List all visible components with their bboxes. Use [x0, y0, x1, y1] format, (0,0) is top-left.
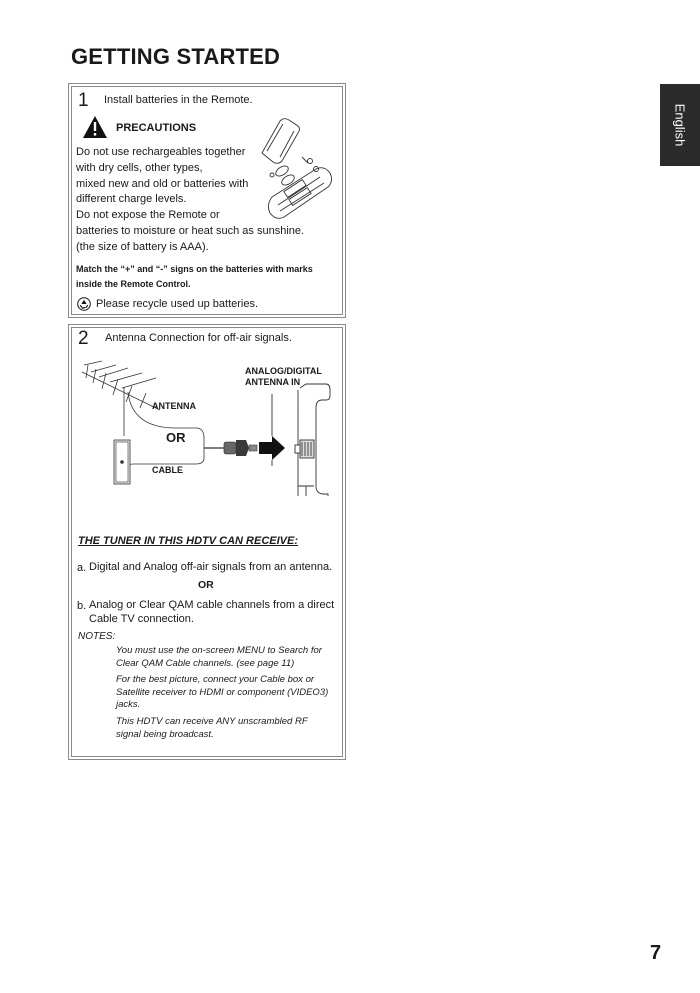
list-marker: b. [77, 600, 87, 612]
antenna-input-label-line: ANALOG/DIGITAL [245, 366, 322, 376]
antenna-input-label-line: ANTENNA IN [245, 377, 301, 387]
step-2-panel [71, 327, 343, 757]
language-tab-label: English [672, 103, 688, 147]
receive-option-a-text: Digital and Analog off-air signals from an antenna. [89, 561, 333, 573]
precaution-line: different charge levels. [76, 193, 187, 206]
cable-label: CABLE [152, 465, 183, 475]
polarity-note-line: inside the Remote Control. [76, 279, 191, 289]
precautions-title: PRECAUTIONS [116, 122, 197, 134]
tuner-heading: THE TUNER IN THIS HDTV CAN RECEIVE: [78, 535, 299, 547]
warning-icon [82, 115, 108, 139]
precaution-line: mixed new and old or batteries with [76, 177, 249, 190]
note-item: For the best picture, connect your Cable box or Satellite receiver to HDMI or component (VIDEO3) jacks. [116, 674, 329, 710]
step-2-number: 2 [78, 328, 89, 349]
page-title: GETTING STARTED [71, 44, 281, 69]
language-tab [660, 84, 700, 166]
arrow-shape [259, 436, 285, 460]
recycle-text: Please recycle used up batteries. [96, 298, 259, 310]
notes-label: NOTES: [78, 631, 116, 642]
note-item: This HDTV can receive ANY unscrambled RF signal being broadcast. [116, 716, 308, 740]
polarity-note-line: Match the “+” and “-” signs on the batteries with marks [76, 264, 313, 274]
receive-option-b-line: Cable TV connection. [89, 613, 194, 625]
diagram-or-label: OR [166, 430, 186, 445]
step-2-instruction: Antenna Connection for off-air signals. [105, 332, 292, 344]
antenna-boom [82, 372, 160, 410]
receive-option-b [77, 598, 342, 626]
precaution-line: (the size of battery is AAA). [76, 240, 209, 253]
precaution-line: Do not use rechargeables together [76, 146, 246, 158]
list-marker: a. [77, 562, 87, 574]
cable-wall-plate [114, 440, 130, 484]
precaution-line: batteries to moisture or heat such as sunshine. [76, 224, 305, 237]
step-1-panel [71, 86, 343, 315]
battery-polarity-note [76, 262, 313, 292]
precautions-text [76, 145, 304, 256]
note-item: You must use the on-screen MENU to Search for Clear QAM Cable channels. (see page 11) [116, 645, 322, 669]
tv-antenna-jack [272, 384, 330, 496]
recycle-icon [77, 297, 91, 311]
step-1-instruction: Install batteries in the Remote. [104, 94, 253, 106]
step-1-number: 1 [78, 90, 89, 111]
receive-option-b-line: Analog or Clear QAM cable channels from a direct [89, 599, 335, 611]
page-number: 7 [650, 942, 662, 964]
antenna-input-label [245, 366, 322, 388]
precaution-line: Do not expose the Remote or [76, 209, 220, 222]
options-or-separator: OR [198, 579, 214, 591]
precaution-line: with dry cells, other types, [76, 161, 203, 174]
f-connector [224, 440, 257, 456]
antenna-label: ANTENNA [152, 401, 196, 411]
receive-option-a [77, 560, 339, 574]
